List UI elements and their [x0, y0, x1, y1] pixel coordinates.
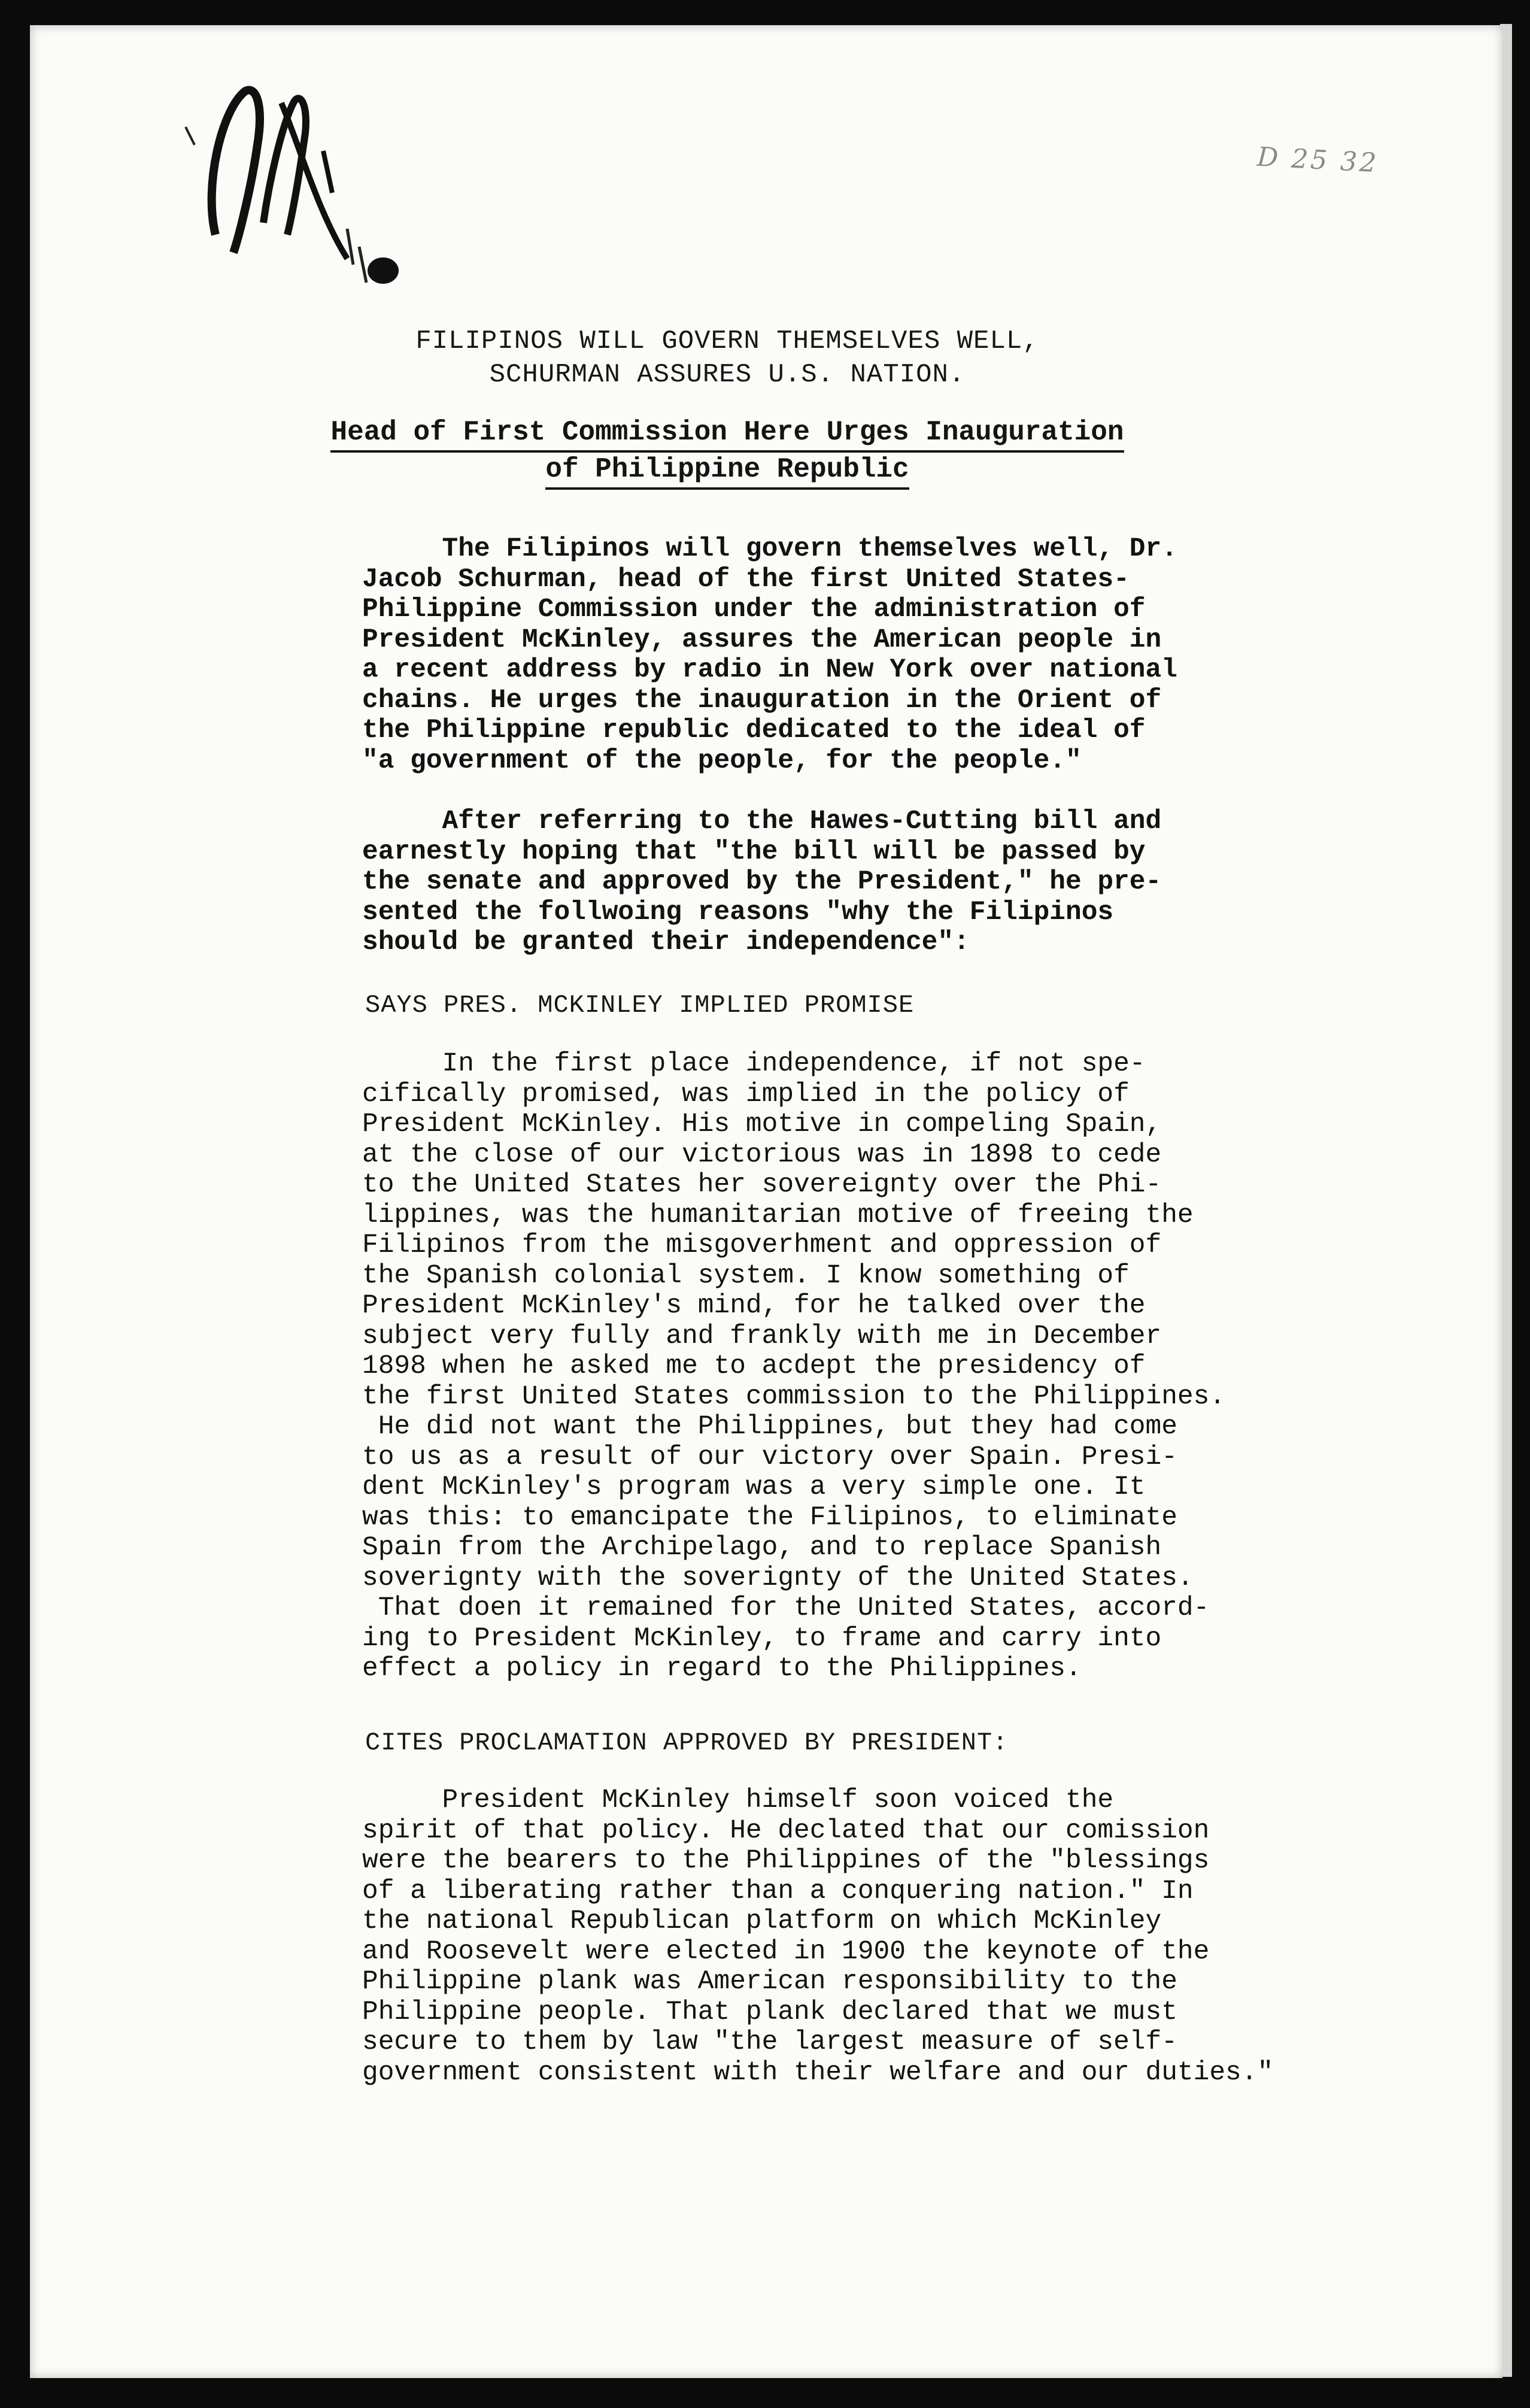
document-page: [30, 25, 1502, 2378]
subheadline-line-2: of Philippine Republic: [545, 453, 909, 490]
paper-clip-icon: [180, 55, 431, 330]
paragraph-policy: President McKinley himself soon voiced the spirit of that policy. He declated that our comission were the bearers to the Philippines of the "blessings of a liberating rather than a conquering nation." In the national Republican platform on which McKinley and Roosevelt were elected in 1900 the keynote of the Philippine plank was American responsibility to the Philippine people. That plank declared that we must secure to them by law "the largest measure of self- government consistent with their welfare and our duties.": [362, 1785, 1274, 2088]
archive-code: D 25 32: [1256, 141, 1380, 179]
headline-line-2: SCHURMAN ASSURES U.S. NATION.: [489, 360, 966, 390]
section-heading-proclamation: CITES PROCLAMATION APPROVED BY PRESIDENT:: [365, 1728, 1009, 1757]
headline-line-1: FILIPINOS WILL GOVERN THEMSELVES WELL,: [415, 326, 1039, 356]
subheadline: [30, 416, 1502, 490]
headline: [30, 324, 1502, 392]
subheadline-line-1: Head of First Commission Here Urges Inauguration: [330, 416, 1124, 453]
paragraph-independence: In the first place independence, if not spe- cifically promised, was implied in the policy of President McKinley. His motive in compeling Spain, at the close of our victorious was in 1898 to cede to the United States her sovereignty over the Phi- lippines, was the humanitarian motive of freeing the Filipinos from the misgoverhment and oppression of the Spanish colonial system. I know something of President McKinley's mind, for he talked over the subject very fully and frankly with me in December 1898 when he asked me to acdept the presidency of the first United States commission to the Philippines. He did not want the Philippines, but they had come to us as a result of our victory over Spain. Presi- dent McKinley's program was a very simple one. It was this: to emancipate the Filipinos, to eliminate Spain from the Archipelago, and to replace Spanish soverignty with the soverignty of the United States. That doen it remained for the United States, accord- ing to President McKinley, to frame and carry into effect a policy in regard to the Philippines.: [362, 1049, 1226, 1684]
paragraph-intro: The Filipinos will govern themselves well, Dr. Jacob Schurman, head of the first United States- Philippine Commission under the administration of President McKinley, assures the American people in a recent address by radio in New York over national chains. He urges the inauguration in the Orient of the Philippine republic dedicated to the ideal of "a government of the people, for the people.": [362, 534, 1177, 776]
section-heading-promise: SAYS PRES. MCKINLEY IMPLIED PROMISE: [365, 991, 915, 1020]
paragraph-reasons: After referring to the Hawes-Cutting bill and earnestly hoping that "the bill will be passed by the senate and approved by the President," he pre- sented the follwoing reasons "why the Filipinos should be granted their independence":: [362, 806, 1162, 957]
